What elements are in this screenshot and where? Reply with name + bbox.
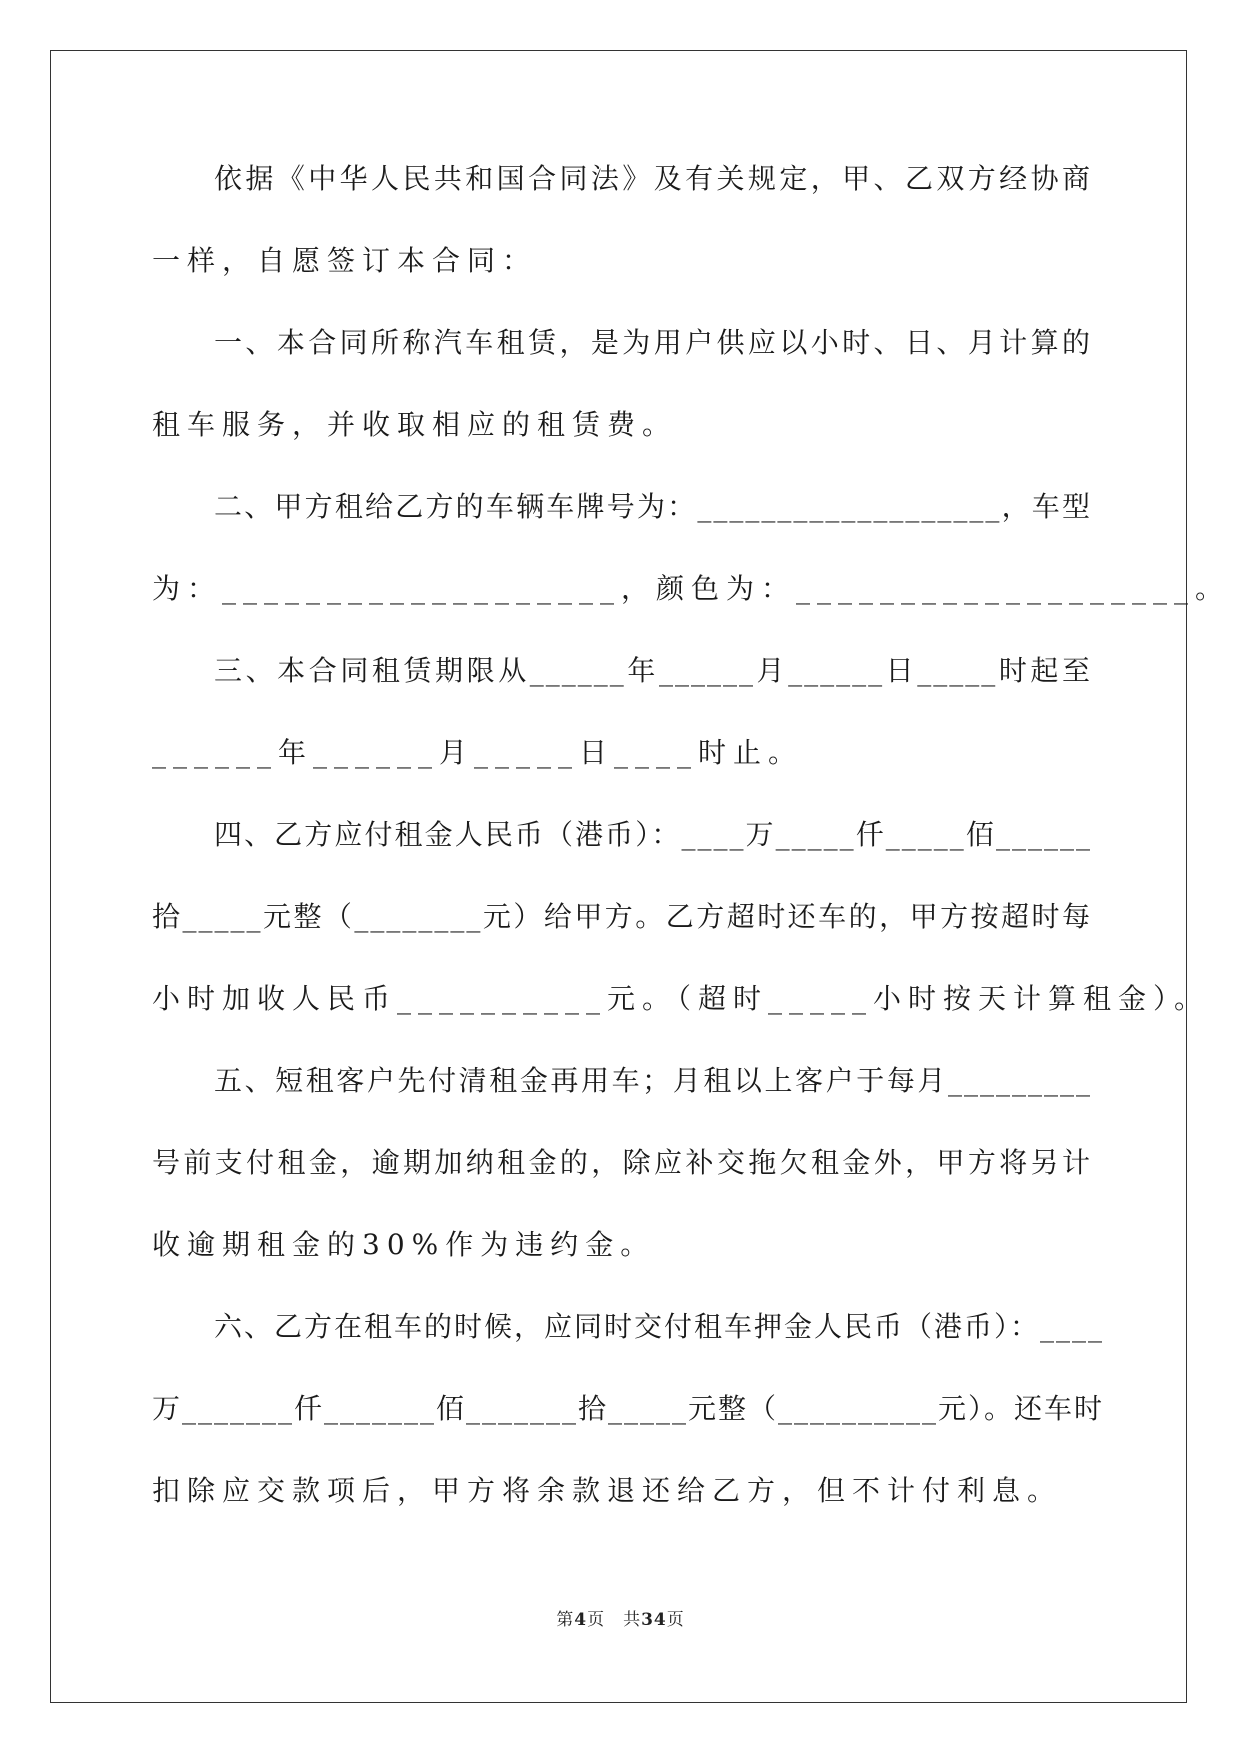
page-footer	[0, 1605, 1241, 1630]
clause-4-line-2: 拾_____元整（________元）给甲方。乙方超时还车的，甲方按超时每	[152, 900, 1092, 933]
clause-3-line-2: ______年______月_____日____时止。	[152, 736, 804, 769]
footer-total-prefix: 共	[623, 1610, 642, 1630]
clause-2-line-1: 二、甲方租给乙方的车辆车牌号为：___________________，车型	[214, 490, 1092, 523]
clause-1-line-1: 一、本合同所称汽车租赁，是为用户供应以小时、日、月计算的	[214, 326, 1092, 359]
clause-3-line-1: 三、本合同租赁期限从______年______月______日_____时起至	[214, 654, 1092, 687]
clause-4-line-3: 小时加收人民币__________元。（超时_____小时按天计算租金）。	[152, 982, 1210, 1015]
footer-page-prefix: 第	[556, 1610, 575, 1630]
clause-6-line-1: 六、乙方在租车的时候，应同时交付租车押金人民币（港币）：____	[214, 1310, 1105, 1343]
footer-page-suffix: 页	[587, 1610, 606, 1630]
footer-total-suffix: 页	[666, 1610, 685, 1630]
paragraph-intro-line-2: 一样，自愿签订本合同：	[152, 244, 538, 277]
footer-page-number: 4	[574, 1610, 588, 1630]
clause-5-line-3: 收逾期租金的30%作为违约金。	[152, 1228, 656, 1261]
clause-4-line-1: 四、乙方应付租金人民币（港币）：____万_____仟_____佰______	[214, 818, 1092, 851]
footer-total-number: 34	[641, 1610, 667, 1630]
clause-5-line-2: 号前支付租金，逾期加纳租金的，除应补交拖欠租金外，甲方将另计	[152, 1146, 1092, 1179]
clause-6-line-2: 万_______仟_______佰_______拾_____元整（__________元）。还车时	[152, 1392, 1105, 1425]
clause-1-line-2: 租车服务，并收取相应的租赁费。	[152, 408, 678, 441]
clause-6-line-3: 扣除应交款项后，甲方将余款退还给乙方，但不计付利息。	[152, 1474, 1063, 1507]
document-body	[152, 159, 1231, 1553]
paragraph-intro-line-1: 依据《中华人民共和国合同法》及有关规定，甲、乙双方经协商	[214, 162, 1092, 195]
clause-5-line-1: 五、短租客户先付清租金再用车；月租以上客户于每月_________	[214, 1064, 1092, 1097]
clause-2-line-2: 为：___________________，颜色为：___________________。	[152, 572, 1231, 605]
